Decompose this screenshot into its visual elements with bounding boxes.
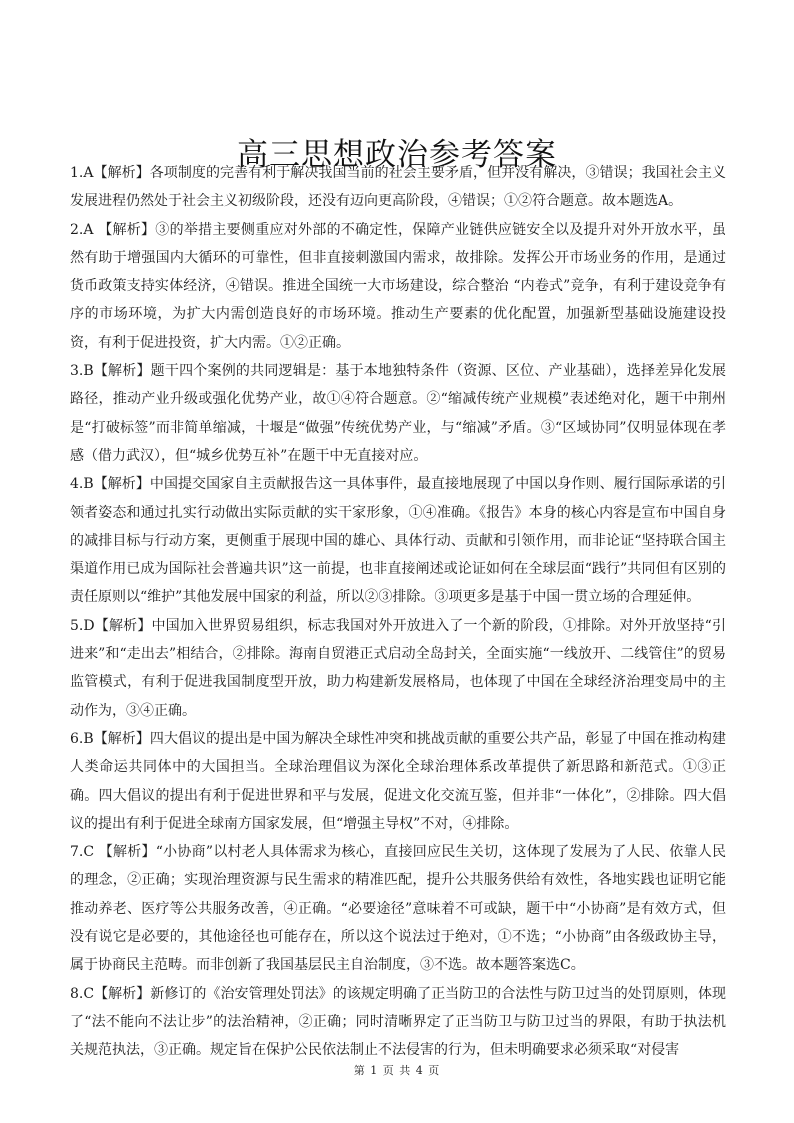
answer-item-7: 7.C 【解析】“小协商”以村老人具体需求为核心，直接回应民生关切，这体现了发展为了人民、依靠人民的理念，②正确；实现治理资源与民生需求的精准匹配，提升公共服务供给有效性，各地实践也证明它能推动养老、医疗等公共服务改善，④正确。“必要途径”意味着不可或缺，题干中“小协商”是有效方式，但没有说它是必要的，其他途径也可能存在，所以这个说法过于绝对，①不选；“小协商”由各级政协主导，属于协商民主范畴。而非创新了我国基层民主自治制度，③不选。故本题答案选C。	[70, 844, 726, 974]
page-footer: 第 1 页 共 4 页	[353, 1064, 441, 1077]
answer-item-3: 3.B【解析】题干四个案例的共同逻辑是：基于本地独特条件（资源、区位、产业基础），选择差异化发展路径，推动产业升级或强化优势产业，故①④符合题意。②“缩减传统产业规模”表述绝对化，题干中荆州是“打破标签”而非简单缩减，十堰是“做强”传统优势产业，与“缩减”矛盾。③“区域协同”仅明显体现在孝感（借力武汉），但“城乡优势互补”在题干中无直接对应。	[70, 363, 726, 464]
answer-item-8: 8.C【解析】新修订的《治安管理处罚法》的该规定明确了正当防卫的合法性与防卫过当的处罚原则，体现了“法不能向不法让步”的法治精神，②正确；同时清晰界定了正当防卫与防卫过当的界限，有助于执法机关规范执法，③正确。规定旨在保护公民依法制止不法侵害的行为，但未明确要求必须采取“对侵害	[70, 985, 726, 1059]
answer-item-2: 2.A 【解析】③的举措主要侧重应对外部的不确定性，保障产业链供应链安全以及提升对外开放水平，虽然有助于增强国内大循环的可靠性，但非直接刺激国内需求，故排除。发挥公开市场业务的作用，是通过货币政策支持实体经济，④错误。推进全国统一大市场建设，综合整治 “内卷式”竞争，有利于建设竞争有序的市场环境，为扩大内需创造良好的市场环境。推动生产要素的优化配置，加强新型基础设施建设投资，有利于促进投资，扩大内需。①②正确。	[70, 221, 726, 351]
answer-item-6: 6.B【解析】四大倡议的提出是中国为解决全球性冲突和挑战贡献的重要公共产品，彰显了中国在推动构建人类命运共同体中的大国担当。全球治理倡议为深化全球治理体系改革提供了新思路和新范式。①③正确。四大倡议的提出有利于促进世界和平与发展，促进文化交流互鉴，但并非“一体化”，②排除。四大倡议的提出有利于促进全球南方国家发展，但“增强主导权”不对，④排除。	[70, 730, 726, 832]
answer-item-1: 1.A【解析】各项制度的完善有利于解决我国当前的社会主要矛盾，但并没有解决，③错误；我国社会主义发展进程仍然处于社会主义初级阶段，还没有迈向更高阶段，④错误；①②符合题意。故本题选A。	[70, 165, 726, 210]
page-title: 高三思想政治参考答案	[237, 136, 557, 173]
answer-item-4: 4.B【解析】中国提交国家自主贡献报告这一具体事件，最直接地展现了中国以身作则、履行国际承诺的引领者姿态和通过扎实行动做出实际贡献的实干家形象，①④准确。《报告》本身的核心内容是宣布中国自身的减排目标与行动方案，更侧重于展现中国的雄心、具体行动、贡献和引领作用，而非论证“坚持联合国主渠道作用已成为国际社会普遍共识”这一前提，也非直接阐述或论证如何在全球层面“践行”共同但有区别的责任原则以“维护”其他发展中国家的利益，所以②③排除。③项更多是基于中国一贯立场的合理延伸。	[70, 476, 726, 606]
answer-item-5: 5.D【解析】中国加入世界贸易组织，标志我国对外开放进入了一个新的阶段，①排除。对外开放坚持“引进来”和“走出去”相结合，②排除。海南自贸港正式启动全岛封关，全面实施“一线放开、二线管住”的贸易监管模式，有利于促进我国制度型开放，助力构建新发展格局，也体现了中国在全球经济治理变局中的主动作为，③④正确。	[70, 617, 726, 719]
answer-list	[70, 159, 726, 1065]
